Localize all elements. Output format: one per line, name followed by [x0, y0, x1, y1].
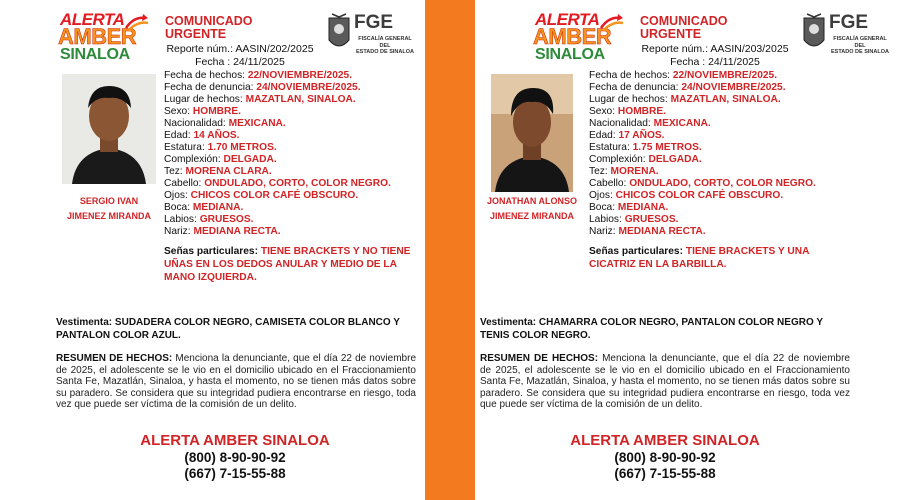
- report-date: Fecha : 24/11/2025: [195, 56, 285, 68]
- state-seal-icon: [326, 12, 352, 56]
- detail-value: 22/NOVIEMBRE/2025.: [247, 70, 353, 81]
- detail-label: Tez:: [589, 166, 608, 177]
- missing-person-photo: [491, 74, 573, 192]
- person-first-name: JONATHAN ALONSO: [487, 196, 577, 206]
- detail-row: [164, 118, 416, 130]
- detail-value: MEXICANA.: [653, 118, 711, 129]
- detail-row: [164, 214, 416, 226]
- fge-title: FGE: [354, 12, 394, 33]
- person-details: [164, 70, 416, 238]
- logo-line-alerta: ALERTA: [535, 10, 600, 29]
- detail-row: [589, 154, 841, 166]
- detail-value: GRUESOS.: [624, 214, 679, 225]
- detail-label: Edad:: [164, 130, 191, 141]
- distinguishing-marks: [589, 245, 839, 271]
- detail-value: MEDIANA.: [192, 202, 244, 213]
- fge-subtitle-line1: FISCALÍA GENERAL DEL: [358, 36, 412, 49]
- senas-label: Señas particulares:: [589, 246, 683, 257]
- resumen-label: RESUMEN DE HECHOS:: [480, 353, 599, 364]
- detail-label: Lugar de hechos:: [589, 94, 668, 105]
- detail-value: HOMBRE.: [617, 106, 667, 117]
- case-summary: [56, 353, 416, 411]
- alerta-amber-logo: [533, 10, 625, 64]
- detail-label: Nariz:: [589, 226, 616, 237]
- logo-line-alerta: ALERTA: [60, 10, 125, 29]
- detail-row: [164, 70, 416, 82]
- detail-label: Nacionalidad:: [589, 118, 651, 129]
- clothing: [56, 316, 406, 342]
- detail-row: [589, 202, 841, 214]
- detail-value: DELGADA.: [648, 154, 702, 165]
- detail-value: MORENA CLARA.: [185, 166, 272, 177]
- detail-label: Labios:: [164, 214, 197, 225]
- detail-row: [164, 202, 416, 214]
- detail-row: [164, 154, 416, 166]
- fge-subtitle-line2: ESTADO DE SINALOA: [831, 49, 889, 55]
- detail-value: MORENA.: [610, 166, 659, 177]
- detail-value: MEDIANA RECTA.: [193, 226, 281, 237]
- detail-value: 24/NOVIEMBRE/2025.: [681, 82, 786, 93]
- fge-subtitle-line2: ESTADO DE SINALOA: [356, 49, 414, 55]
- detail-value: ONDULADO, CORTO, COLOR NEGRO.: [204, 178, 391, 189]
- detail-value: GRUESOS.: [199, 214, 254, 225]
- detail-label: Nariz:: [164, 226, 191, 237]
- detail-value: HOMBRE.: [192, 106, 242, 117]
- vestimenta-label: Vestimenta:: [480, 317, 537, 328]
- distinguishing-marks: [164, 245, 414, 284]
- detail-value: MEDIANA.: [617, 202, 669, 213]
- vestimenta-value: CHAMARRA COLOR NEGRO, PANTALON COLOR NEGRO Y TENIS COLOR NEGRO.: [480, 317, 823, 341]
- resumen-label: RESUMEN DE HECHOS:: [56, 353, 173, 364]
- clothing: [480, 316, 855, 342]
- detail-row: [589, 166, 841, 178]
- detail-label: Cabello:: [589, 178, 627, 189]
- detail-value: 22/NOVIEMBRE/2025.: [672, 70, 778, 81]
- detail-value: ONDULADO, CORTO, COLOR NEGRO.: [629, 178, 816, 189]
- detail-row: [589, 190, 841, 202]
- phone-number: (667) 7-15-55-88: [184, 466, 286, 481]
- detail-value: 14 AÑOS.: [193, 130, 240, 141]
- detail-row: [164, 130, 416, 142]
- senas-label: Señas particulares:: [164, 246, 258, 257]
- detail-label: Nacionalidad:: [164, 118, 226, 129]
- person-first-name: SERGIO IVAN: [79, 196, 139, 206]
- detail-label: Estatura:: [164, 142, 205, 153]
- report-number: Reporte núm.: AASIN/202/2025: [166, 43, 314, 55]
- senas-value: TIENE BRACKETS Y UNA CICATRIZ EN LA BARBILLA.: [589, 246, 810, 270]
- detail-value: MEDIANA RECTA.: [618, 226, 706, 237]
- detail-value: 17 AÑOS.: [618, 130, 665, 141]
- missing-person-photo: [62, 74, 156, 184]
- report-date: Fecha : 24/11/2025: [670, 56, 760, 68]
- logo-line-amber: AMBER: [533, 24, 612, 49]
- report-header: [165, 15, 315, 69]
- detail-label: Labios:: [589, 214, 622, 225]
- person-name: [50, 194, 168, 224]
- alerta-amber-logo: [58, 10, 150, 64]
- resumen-value: Menciona la denunciante, que el día 22 de noviembre de 2025, el adolescente se le vio en el domicilio ubicado en el Fraccionamiento Santa Fe, Mazatlán, Sinaloa, y hasta el momento, no se tienen más datos sobre su paradero. Se considera que su integridad pudiera encontrarse en riesgo, toda vez que puede ser víctima de la comisión de un delito.: [480, 353, 850, 410]
- fge-subtitle: [829, 36, 891, 56]
- detail-label: Fecha de hechos:: [589, 70, 670, 81]
- detail-label: Ojos:: [164, 190, 188, 201]
- alert-card-2: [475, 0, 900, 500]
- detail-label: Estatura:: [589, 142, 630, 153]
- detail-row: [164, 166, 416, 178]
- detail-label: Fecha de hechos:: [164, 70, 245, 81]
- resumen-value: Menciona la denunciante, que el día 22 de noviembre de 2025, el adolescente se le vio en el domicilio ubicado en el Fraccionamiento Santa Fe, Mazatlán, Sinaloa, y hasta el momento, no se tienen más datos sobre su paradero. Se considera que su integridad pudiera encontrarse en riesgo, toda vez que puede ser víctima de la comisión de un delito.: [56, 353, 417, 410]
- header-title: COMUNICADO URGENTE: [640, 14, 728, 41]
- detail-row: [589, 226, 841, 238]
- person-last-name: JIMENEZ MIRANDA: [66, 211, 151, 221]
- report-header: [640, 15, 790, 69]
- detail-label: Sexo:: [164, 106, 191, 117]
- detail-label: Lugar de hechos:: [164, 94, 243, 105]
- logo-line-amber: AMBER: [58, 24, 137, 49]
- detail-row: [164, 94, 416, 106]
- phone-number: (800) 8-90-90-92: [184, 450, 286, 465]
- detail-label: Boca:: [164, 202, 191, 213]
- detail-label: Complexión:: [589, 154, 646, 165]
- logo-arrows-icon: [599, 12, 625, 32]
- detail-label: Sexo:: [589, 106, 616, 117]
- detail-row: [589, 214, 841, 226]
- person-name: [475, 194, 589, 224]
- alert-card-1: [0, 0, 425, 500]
- report-number: Reporte núm.: AASIN/203/2025: [641, 43, 789, 55]
- detail-row: [164, 178, 416, 190]
- fge-logo: [354, 12, 416, 56]
- person-last-name: JIMENEZ MIRANDA: [489, 211, 574, 221]
- detail-value: MAZATLAN, SINALOA.: [670, 94, 781, 105]
- detail-value: DELGADA.: [223, 154, 277, 165]
- detail-label: Fecha de denuncia:: [589, 82, 679, 93]
- header-title: COMUNICADO URGENTE: [165, 14, 253, 41]
- detail-row: [589, 142, 841, 154]
- detail-value: 1.75 METROS.: [632, 142, 702, 153]
- detail-value: CHICOS COLOR CAFÉ OBSCURO.: [190, 190, 359, 201]
- fge-logo: [829, 12, 891, 56]
- footer-title: ALERTA AMBER SINALOA: [570, 432, 760, 449]
- detail-label: Fecha de denuncia:: [164, 82, 254, 93]
- detail-value: 24/NOVIEMBRE/2025.: [256, 82, 361, 93]
- detail-label: Complexión:: [164, 154, 221, 165]
- detail-label: Cabello:: [164, 178, 202, 189]
- footer-title: ALERTA AMBER SINALOA: [140, 432, 330, 449]
- detail-label: Ojos:: [589, 190, 613, 201]
- detail-label: Boca:: [589, 202, 616, 213]
- detail-value: MAZATLAN, SINALOA.: [245, 94, 356, 105]
- detail-row: [589, 118, 841, 130]
- detail-label: Edad:: [589, 130, 616, 141]
- detail-row: [164, 82, 416, 94]
- detail-row: [589, 178, 841, 190]
- contact-footer: [60, 432, 410, 482]
- detail-row: [589, 130, 841, 142]
- person-details: [589, 70, 841, 238]
- orange-divider: [425, 0, 475, 500]
- fge-subtitle: [354, 36, 416, 56]
- state-seal-icon: [801, 12, 827, 56]
- detail-row: [589, 70, 841, 82]
- detail-value: 1.70 METROS.: [207, 142, 277, 153]
- detail-row: [164, 190, 416, 202]
- contact-footer: [490, 432, 840, 482]
- detail-row: [164, 226, 416, 238]
- detail-row: [589, 94, 841, 106]
- logo-line-sinaloa: SINALOA: [535, 46, 605, 63]
- logo-arrows-icon: [124, 12, 150, 32]
- case-summary: [480, 353, 850, 411]
- logo-line-sinaloa: SINALOA: [60, 46, 130, 63]
- detail-row: [164, 106, 416, 118]
- detail-label: Tez:: [164, 166, 183, 177]
- fge-subtitle-line1: FISCALÍA GENERAL DEL: [833, 36, 887, 49]
- fge-title: FGE: [829, 12, 869, 33]
- senas-value: TIENE BRACKETS Y NO TIENE UÑAS EN LOS DEDOS ANULAR Y MEDIO DE LA MANO IZQUIERDA.: [164, 246, 411, 283]
- detail-row: [164, 142, 416, 154]
- detail-value: MEXICANA.: [228, 118, 286, 129]
- vestimenta-label: Vestimenta:: [56, 317, 113, 328]
- vestimenta-value: SUDADERA COLOR NEGRO, CAMISETA COLOR BLANCO Y PANTALON COLOR AZUL.: [56, 317, 400, 341]
- phone-number: (667) 7-15-55-88: [614, 466, 716, 481]
- detail-row: [589, 106, 841, 118]
- phone-number: (800) 8-90-90-92: [614, 450, 716, 465]
- detail-value: CHICOS COLOR CAFÉ OBSCURO.: [615, 190, 784, 201]
- detail-row: [589, 82, 841, 94]
